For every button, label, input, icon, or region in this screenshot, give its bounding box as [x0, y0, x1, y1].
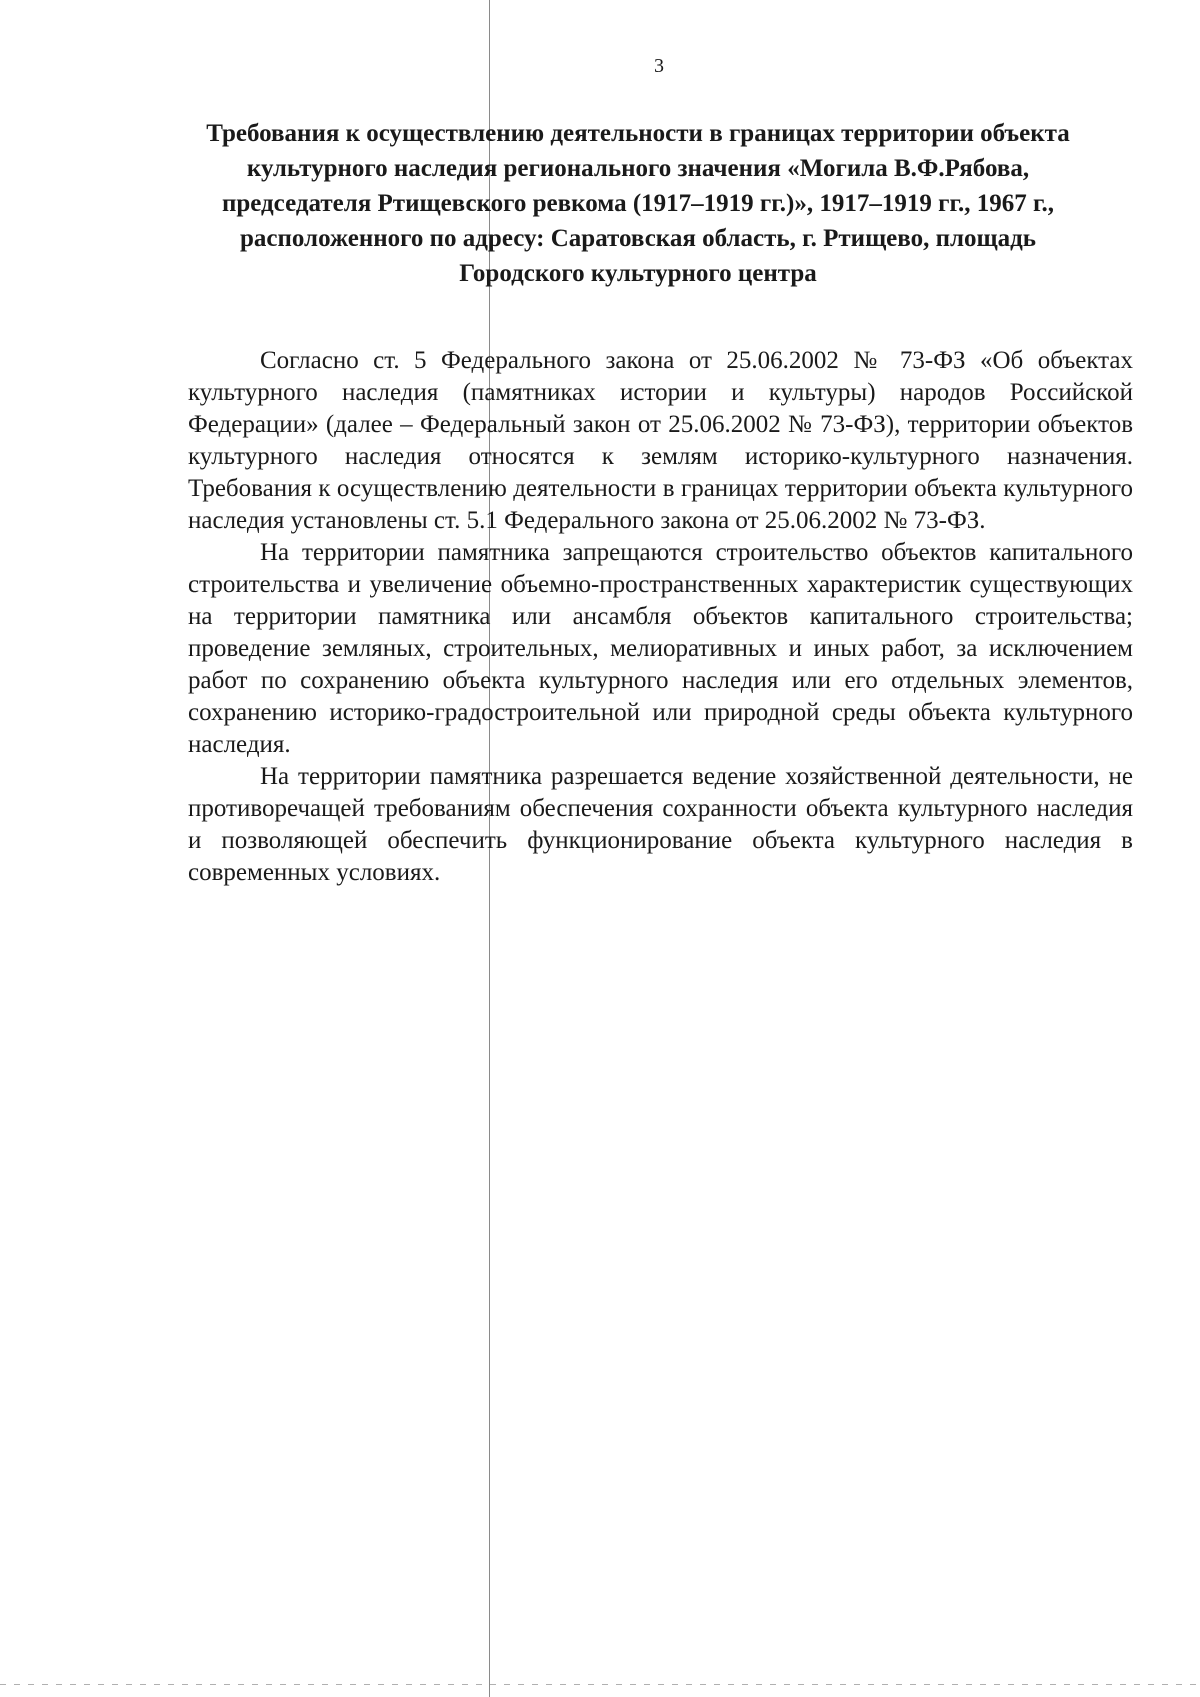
- document-heading: Требования к осуществлению деятельности в границах территории объекта культурного наследия регионального значения «Могила В.Ф.Рябова, председателя Ртищевского ревкома (1917–1919 гг.)», 1917–1919 гг., 1967 г., расположенного по адресу: Саратовская область, г. Ртищево, площадь Городского культурного центра: [206, 120, 1070, 287]
- paragraph-permissions: На территории памятника разрешается ведение хозяйственной деятельности, не противоречащей требованиям обеспечения сохранности объекта культурного наследия и позволяющей обеспечить функционирование объекта культурного наследия в современных условиях.: [188, 763, 1133, 886]
- scan-artifact-bottom-rule: [0, 1684, 1200, 1685]
- document-body: [188, 345, 1133, 889]
- paragraph-prohibitions: На территории памятника запрещаются строительство объектов капитального строительства и увеличение объемно-пространственных характеристик существующих на территории памятника или ансамбля объектов капитального строительства; проведение земляных, строительных, мелиоративных и иных работ, за исключением работ по сохранению объекта культурного наследия или его отдельных элементов, сохранению историко-градостроительной или природной среды объекта культурного наследия.: [188, 539, 1133, 758]
- paragraph-legal-basis: Согласно ст. 5 Федерального закона от 25.06.2002 № 73-ФЗ «Об объектах культурного наследия (памятниках истории и культуры) народов Российской Федерации» (далее – Федеральный закон от 25.06.2002 № 73-ФЗ), территории объектов культурного наследия относятся к землям историко-культурного назначения. Требования к осуществлению деятельности в границах территории объекта культурного наследия установлены ст. 5.1 Федерального закона от 25.06.2002 № 73-ФЗ.: [188, 347, 1133, 534]
- page-number: 3: [654, 55, 664, 77]
